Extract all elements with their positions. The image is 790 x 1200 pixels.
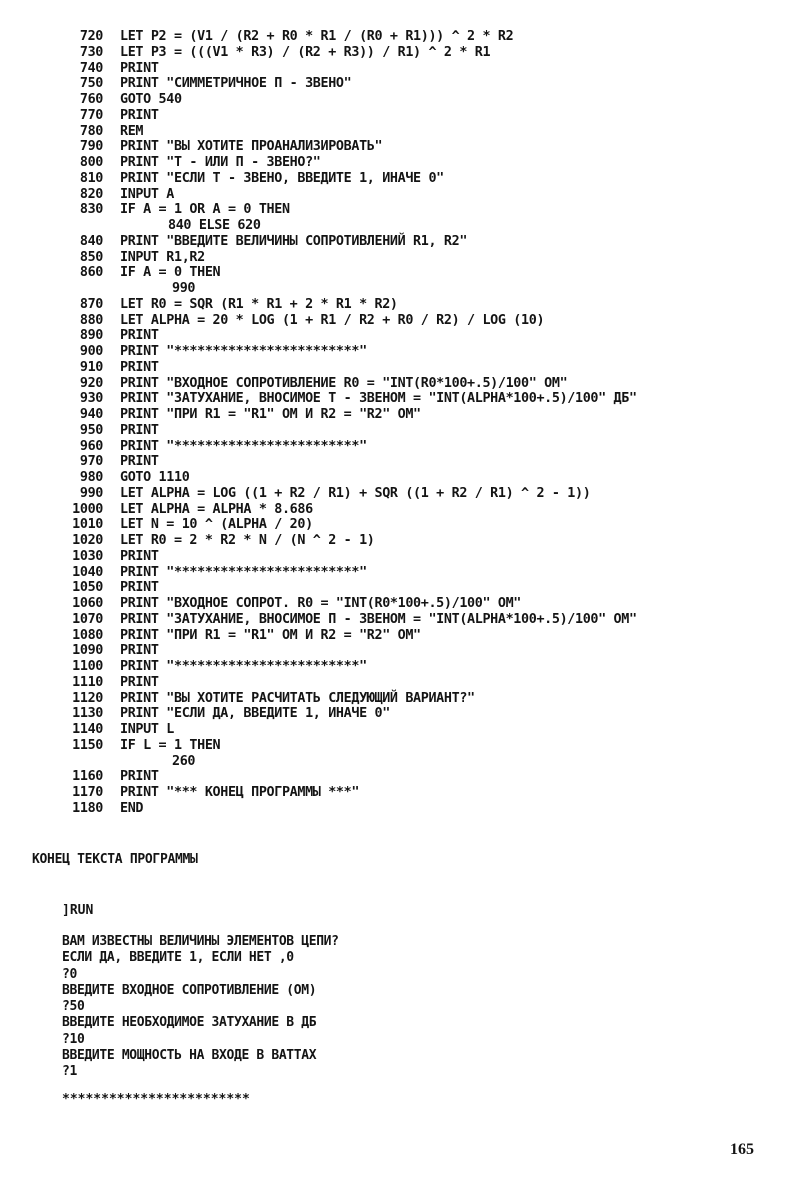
code-line	[0, 124, 790, 140]
line-number: 740	[79, 60, 103, 76]
code-line	[0, 738, 790, 754]
line-number: 910	[79, 359, 103, 375]
line-number: 810	[79, 170, 103, 186]
code-line	[0, 659, 790, 675]
line-code: PRINT	[120, 769, 159, 785]
line-number: 880	[79, 312, 103, 328]
run-command: ]RUN	[62, 903, 94, 918]
code-line	[0, 76, 790, 92]
line-code: PRINT "ВЫ ХОТИТЕ РАСЧИТАТЬ СЛЕДУЮЩИЙ ВАРИАНТ?"	[120, 690, 475, 706]
line-code: END	[120, 800, 144, 816]
line-code: PRINT "************************"	[120, 659, 367, 674]
code-line	[0, 234, 790, 250]
line-code: LET R0 = SQR (R1 * R1 + 2 * R1 * R2)	[120, 296, 398, 312]
line-number: 820	[79, 186, 103, 202]
code-line	[0, 675, 790, 691]
output-line: ВВЕДИТЕ ВХОДНОЕ СОПРОТИВЛЕНИЕ (ОМ)	[62, 982, 317, 998]
output-line: ?1	[62, 1064, 77, 1080]
line-number: 1050	[72, 580, 103, 596]
line-code: 260	[172, 753, 196, 769]
line-code: LET P2 = (V1 / (R2 + R0 * R1 / (R0 + R1))) ^ 2 * R2	[120, 29, 514, 44]
line-number: 890	[79, 328, 103, 344]
line-code: PRINT "ВХОДНОЕ СОПРОТ. R0 = "INT(R0*100+.5)/100" ОМ"	[120, 596, 522, 611]
line-code: IF A = 0 THEN	[120, 265, 221, 281]
line-code: PRINT "Т - ИЛИ П - ЗВЕНО?"	[120, 155, 321, 170]
code-line	[0, 769, 790, 785]
line-number: 900	[79, 344, 103, 359]
line-code: PRINT	[120, 674, 159, 690]
code-line	[0, 439, 790, 455]
line-code: 840 ELSE 620	[168, 218, 261, 233]
code-line	[0, 187, 790, 203]
line-code: PRINT "ВВЕДИТЕ ВЕЛИЧИНЫ СОПРОТИВЛЕНИЙ R1, R2"	[120, 233, 468, 249]
output-line: ВВЕДИТЕ НЕОБХОДИМОЕ ЗАТУХАНИЕ В ДБ	[62, 1015, 317, 1031]
line-number: 1180	[72, 800, 103, 816]
line-code: PRINT "ПРИ R1 = "R1" ОМ И R2 = "R2" ОМ"	[120, 407, 421, 422]
line-number: 1080	[72, 627, 103, 643]
line-number: 780	[79, 123, 103, 139]
line-code: PRINT "СИММЕТРИЧНОЕ П - ЗВЕНО"	[120, 76, 352, 92]
code-line	[0, 250, 790, 266]
line-code: 990	[172, 281, 196, 296]
line-number: 1150	[72, 737, 103, 753]
code-line	[0, 218, 790, 234]
line-number: 1060	[72, 596, 103, 611]
stars-separator: ************************	[62, 1092, 250, 1107]
code-line	[0, 549, 790, 565]
code-line	[0, 171, 790, 187]
code-line	[0, 454, 790, 470]
code-line	[0, 533, 790, 549]
code-line	[0, 691, 790, 707]
code-line	[0, 517, 790, 533]
line-number: 870	[79, 296, 103, 312]
code-line	[0, 486, 790, 502]
line-code: REM	[120, 123, 144, 139]
line-code: LET N = 10 ^ (ALPHA / 20)	[120, 517, 313, 533]
line-code: PRINT	[120, 422, 159, 438]
line-number: 1040	[72, 564, 103, 580]
line-number: 1110	[72, 674, 103, 690]
line-code: INPUT L	[120, 722, 174, 737]
line-code: LET P3 = (((V1 * R3) / (R2 + R3)) / R1) ^ 2 * R1	[120, 44, 491, 60]
output-line: ВВЕДИТЕ МОЩНОСТЬ НА ВХОДЕ В ВАТТАХ	[62, 1048, 317, 1064]
code-line	[0, 376, 790, 392]
line-code: PRINT	[120, 580, 159, 596]
line-code: IF L = 1 THEN	[120, 737, 221, 753]
line-number: 930	[79, 391, 103, 407]
code-line	[0, 29, 790, 45]
output-line: ВАМ ИЗВЕСТНЫ ВЕЛИЧИНЫ ЭЛЕМЕНТОВ ЦЕПИ?	[62, 934, 339, 949]
line-number: 770	[79, 107, 103, 123]
line-code: PRINT "ВЫ ХОТИТЕ ПРОАНАЛИЗИРОВАТЬ"	[120, 139, 383, 155]
line-number: 1160	[72, 769, 103, 785]
line-number: 1070	[72, 611, 103, 627]
code-line	[0, 801, 790, 817]
line-code: INPUT A	[120, 186, 174, 202]
line-number: 840	[79, 233, 103, 249]
output-line: ?10	[62, 1031, 85, 1047]
line-code: LET R0 = 2 * R2 * N / (N ^ 2 - 1)	[120, 533, 375, 548]
code-line	[0, 61, 790, 77]
line-number: 1100	[72, 659, 103, 674]
line-code: PRINT	[120, 454, 159, 470]
code-line	[0, 155, 790, 171]
line-code: PRINT "************************"	[120, 564, 367, 580]
code-line	[0, 580, 790, 596]
line-number: 980	[79, 470, 103, 485]
line-code: LET ALPHA = ALPHA * 8.686	[120, 501, 313, 517]
end-of-program-heading: КОНЕЦ ТЕКСТА ПРОГРАММЫ	[32, 852, 198, 867]
line-code: PRINT "ЗАТУХАНИЕ, ВНОСИМОЕ Т - ЗВЕНОМ = "INT(ALPHA*100+.5)/100" ДБ"	[120, 391, 637, 407]
line-number: 950	[79, 422, 103, 438]
line-code: IF A = 1 OR A = 0 THEN	[120, 202, 290, 218]
code-line	[0, 754, 790, 770]
program-output	[62, 934, 782, 1081]
line-code: LET ALPHA = LOG ((1 + R2 / R1) + SQR ((1 + R2 / R1) ^ 2 - 1))	[120, 485, 591, 501]
line-number: 750	[79, 76, 103, 92]
line-number: 1020	[72, 533, 103, 548]
line-code: PRINT "ПРИ R1 = "R1" ОМ И R2 = "R2" ОМ"	[120, 627, 421, 643]
code-line	[0, 596, 790, 612]
code-line	[0, 785, 790, 801]
line-code: LET ALPHA = 20 * LOG (1 + R1 / R2 + R0 / R2) / LOG (10)	[120, 312, 545, 328]
code-line	[0, 108, 790, 124]
output-line: ЕСЛИ ДА, ВВЕДИТЕ 1, ЕСЛИ НЕТ ,0	[62, 950, 294, 966]
code-line	[0, 391, 790, 407]
line-code: PRINT	[120, 107, 159, 123]
line-code: PRINT	[120, 359, 159, 375]
code-line	[0, 45, 790, 61]
line-code: INPUT R1,R2	[120, 249, 205, 265]
code-line	[0, 360, 790, 376]
line-number: 1030	[72, 548, 103, 564]
line-number: 860	[79, 265, 103, 281]
code-line	[0, 297, 790, 313]
code-line	[0, 281, 790, 297]
code-line	[0, 706, 790, 722]
line-number: 940	[79, 407, 103, 422]
program-listing	[0, 29, 790, 817]
line-number: 1010	[72, 517, 103, 533]
line-number: 960	[79, 438, 103, 454]
line-number: 790	[79, 139, 103, 155]
line-code: PRINT "************************"	[120, 438, 367, 454]
output-line: ?50	[62, 999, 85, 1015]
code-line	[0, 265, 790, 281]
line-number: 830	[79, 202, 103, 218]
line-number: 1090	[72, 643, 103, 659]
line-number: 1000	[72, 501, 103, 517]
code-line	[0, 628, 790, 644]
code-line	[0, 423, 790, 439]
code-line	[0, 502, 790, 518]
line-code: PRINT "ВХОДНОЕ СОПРОТИВЛЕНИЕ R0 = "INT(R0*100+.5)/100" ОМ"	[120, 375, 568, 391]
line-number: 970	[79, 454, 103, 470]
line-code: PRINT "ЕСЛИ ДА, ВВЕДИТЕ 1, ИНАЧЕ 0"	[120, 706, 390, 722]
line-code: PRINT	[120, 548, 159, 564]
line-number: 760	[79, 92, 103, 107]
line-code: GOTO 540	[120, 92, 182, 107]
line-code: PRINT	[120, 328, 159, 344]
page-number: 165	[730, 1141, 754, 1158]
code-line	[0, 92, 790, 108]
code-line	[0, 344, 790, 360]
line-number: 990	[79, 485, 103, 501]
line-number: 920	[79, 375, 103, 391]
line-code: PRINT "ЗАТУХАНИЕ, ВНОСИМОЕ П - ЗВЕНОМ = "INT(ALPHA*100+.5)/100" ОМ"	[120, 611, 637, 627]
code-line	[0, 643, 790, 659]
output-line: ?0	[62, 966, 77, 982]
line-code: GOTO 1110	[120, 470, 190, 485]
line-number: 730	[79, 44, 103, 60]
line-number: 850	[79, 249, 103, 265]
code-line	[0, 328, 790, 344]
line-number: 1140	[72, 722, 103, 737]
line-number: 800	[79, 155, 103, 170]
code-line	[0, 612, 790, 628]
line-code: PRINT "************************"	[120, 344, 367, 359]
line-number: 1170	[72, 785, 103, 800]
code-line	[0, 722, 790, 738]
code-line	[0, 202, 790, 218]
code-line	[0, 313, 790, 329]
code-line	[0, 470, 790, 486]
line-code: PRINT "ЕСЛИ Т - ЗВЕНО, ВВЕДИТЕ 1, ИНАЧЕ 0"	[120, 170, 444, 186]
code-line	[0, 407, 790, 423]
code-line	[0, 565, 790, 581]
line-number: 1130	[72, 706, 103, 722]
code-line	[0, 139, 790, 155]
line-number: 1120	[72, 690, 103, 706]
line-number: 720	[79, 29, 103, 44]
line-code: PRINT "*** КОНЕЦ ПРОГРАММЫ ***"	[120, 785, 360, 800]
line-code: PRINT	[120, 60, 159, 76]
line-code: PRINT	[120, 643, 159, 659]
